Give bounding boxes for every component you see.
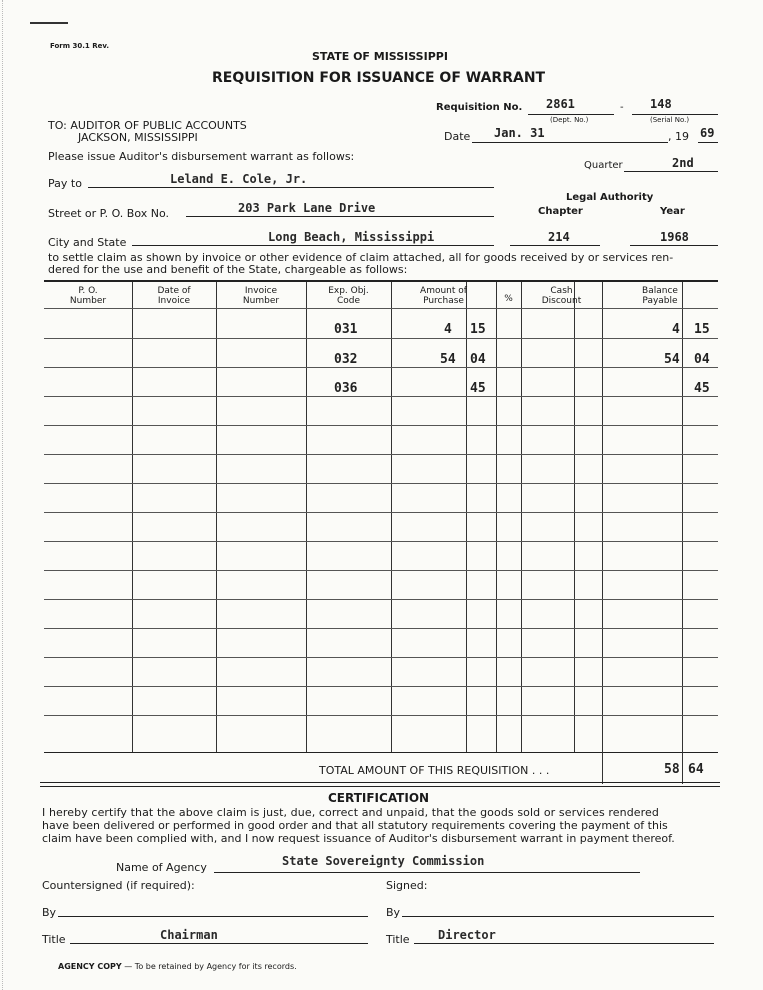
authority-year-line [630, 245, 718, 246]
agency-value: State Sovereignty Commission [282, 854, 485, 868]
chapter-value: 214 [548, 230, 570, 244]
state-heading: STATE OF MISSISSIPPI [312, 50, 448, 63]
total-dollars: 58 [664, 762, 680, 777]
form-number: Form 30.1 Rev. [50, 42, 109, 50]
footer-note [58, 962, 297, 971]
title-value-right: Director [438, 928, 496, 942]
row-1-amount-cents: 15 [470, 322, 486, 337]
city-value: Long Beach, Mississippi [268, 230, 435, 244]
agency-line [214, 872, 640, 873]
header-balance [602, 286, 718, 306]
authority-year-value: 1968 [660, 230, 689, 244]
col-divider [521, 282, 522, 752]
row-2-amount-cents: 04 [470, 352, 486, 367]
row-divider [44, 657, 718, 658]
header-date [132, 286, 216, 306]
pay-to-label: Pay to [48, 177, 82, 190]
col-divider [574, 282, 575, 752]
quarter-value: 2nd [672, 156, 694, 170]
row-2-amount-dollars: 54 [440, 352, 456, 367]
top-corner-mark [30, 22, 68, 24]
street-label: Street or P. O. Box No. [48, 207, 169, 220]
certification-heading: CERTIFICATION [328, 791, 430, 805]
row-divider [44, 308, 718, 309]
chapter-line [510, 245, 600, 246]
col-divider [132, 282, 133, 752]
year-line [698, 142, 718, 143]
header-cash-line-2: Discount [541, 296, 582, 306]
title-line-left [70, 943, 368, 944]
row-divider [44, 338, 718, 339]
settle-text-line-1: to settle claim as shown by invoice or other evidence of claim attached, all for goods received by or services ren- [48, 251, 674, 264]
left-edge-perforation [2, 0, 3, 990]
row-divider [44, 686, 718, 687]
by-line-left [58, 916, 368, 917]
row-1-amount-dollars: 4 [444, 322, 452, 337]
agency-label: Name of Agency [116, 861, 207, 874]
header-po [44, 286, 132, 306]
city-label: City and State [48, 236, 127, 249]
date-label: Date [444, 130, 471, 143]
header-balance-line-2: Payable [642, 296, 678, 306]
header-invoice-line-1: Invoice [244, 286, 278, 296]
serial-no-value: 148 [650, 97, 672, 111]
header-amount-line-2: Purchase [423, 296, 464, 306]
row-divider [44, 425, 718, 426]
authority-year-label: Year [660, 206, 685, 217]
settle-text-line-2: dered for the use and benefit of the State, chargeable as follows: [48, 263, 408, 276]
row-1-code: 031 [334, 322, 358, 337]
row-3-code: 036 [334, 381, 358, 396]
header-po-line-1: P. O. [78, 286, 98, 296]
chapter-label: Chapter [538, 206, 583, 217]
col-divider [602, 282, 603, 752]
row-divider [44, 541, 718, 542]
header-amount-line-1: Amount of [420, 286, 467, 296]
dept-no-line [528, 114, 614, 115]
total-cents: 64 [688, 762, 704, 777]
total-double-rule [40, 782, 720, 787]
row-divider [44, 454, 718, 455]
row-2-balance-cents: 04 [694, 352, 710, 367]
col-divider [391, 282, 392, 752]
total-cell-divider [602, 750, 603, 784]
charge-table [44, 280, 718, 753]
col-divider [682, 282, 683, 752]
header-exp-line-2: Code [336, 296, 361, 306]
requisition-label: Requisition No. [436, 102, 523, 113]
serial-no-caption: (Serial No.) [650, 116, 690, 124]
row-divider [44, 483, 718, 484]
by-line-right [402, 916, 714, 917]
col-divider [306, 282, 307, 752]
row-2-code: 032 [334, 352, 358, 367]
footer-copy-text: — To be retained by Agency for its records. [124, 962, 297, 971]
page-title: REQUISITION FOR ISSUANCE OF WARRANT [212, 70, 546, 86]
row-divider [44, 628, 718, 629]
row-3-balance-cents: 45 [694, 381, 710, 396]
quarter-line [624, 171, 718, 172]
dept-no-value: 2861 [546, 97, 575, 111]
col-divider [216, 282, 217, 752]
countersigned-label: Countersigned (if required): [42, 879, 195, 892]
total-cell-divider [682, 750, 683, 784]
street-value: 203 Park Lane Drive [238, 201, 376, 215]
header-exp-line-1: Exp. Obj. [328, 286, 369, 296]
row-2-balance-dollars: 54 [664, 352, 680, 367]
pay-to-value: Leland E. Cole, Jr. [170, 172, 308, 186]
header-amount [391, 286, 496, 306]
addressee-line-1: TO: AUDITOR OF PUBLIC ACCOUNTS [48, 119, 247, 132]
row-1-balance-cents: 15 [694, 322, 710, 337]
quarter-label: Quarter [584, 160, 623, 171]
serial-no-line [632, 114, 718, 115]
header-percent: % [504, 294, 513, 304]
year-prefix: , 19 [668, 130, 689, 143]
header-invoice-line-2: Number [242, 296, 280, 306]
addressee-line-2: JACKSON, MISSISSIPPI [78, 131, 198, 144]
by-label-left: By [42, 906, 57, 919]
header-exp-code [306, 286, 391, 306]
row-3-amount-cents: 45 [470, 381, 486, 396]
certification-line-2: have been delivered or performed in good order and that all statutory requirements covering the payment of this [42, 819, 668, 832]
header-date-line-2: Invoice [157, 296, 191, 306]
title-label-right: Title [386, 933, 410, 946]
certification-line-3: claim have been complied with, and I now request issuance of Auditor's disbursement warrant in payment thereof. [42, 832, 675, 845]
title-value-left: Chairman [160, 928, 218, 942]
signed-label: Signed: [386, 879, 428, 892]
title-label-left: Title [42, 933, 66, 946]
row-divider [44, 715, 718, 716]
header-balance-line-1: Balance [642, 286, 678, 296]
dept-no-caption: (Dept. No.) [550, 116, 589, 124]
pay-to-line [88, 187, 494, 188]
certification-line-1: I hereby certify that the above claim is just, due, correct and unpaid, that the goods sold or services rendered [42, 806, 660, 819]
row-divider [44, 599, 718, 600]
date-value: Jan. 31 [494, 126, 545, 140]
row-divider [44, 367, 718, 368]
date-line [472, 142, 668, 143]
row-divider [44, 512, 718, 513]
col-divider [466, 282, 467, 752]
street-line [186, 216, 494, 217]
header-date-line-1: Date of [157, 286, 191, 296]
col-divider [496, 282, 497, 752]
total-label: TOTAL AMOUNT OF THIS REQUISITION . . . [319, 764, 550, 777]
legal-authority-label: Legal Authority [566, 192, 654, 203]
header-po-line-2: Number [69, 296, 107, 306]
year-value: 69 [700, 126, 715, 140]
header-invoice [216, 286, 306, 306]
row-divider [44, 396, 718, 397]
city-line [132, 245, 494, 246]
row-1-balance-dollars: 4 [672, 322, 680, 337]
title-line-right [414, 943, 714, 944]
row-divider [44, 570, 718, 571]
dash: - [620, 102, 624, 113]
footer-copy-label: AGENCY COPY [58, 962, 122, 971]
header-cash-line-1: Cash [550, 286, 573, 296]
by-label-right: By [386, 906, 401, 919]
instruction-text: Please issue Auditor's disbursement warrant as follows: [48, 150, 355, 163]
header-cash-discount [521, 286, 602, 306]
